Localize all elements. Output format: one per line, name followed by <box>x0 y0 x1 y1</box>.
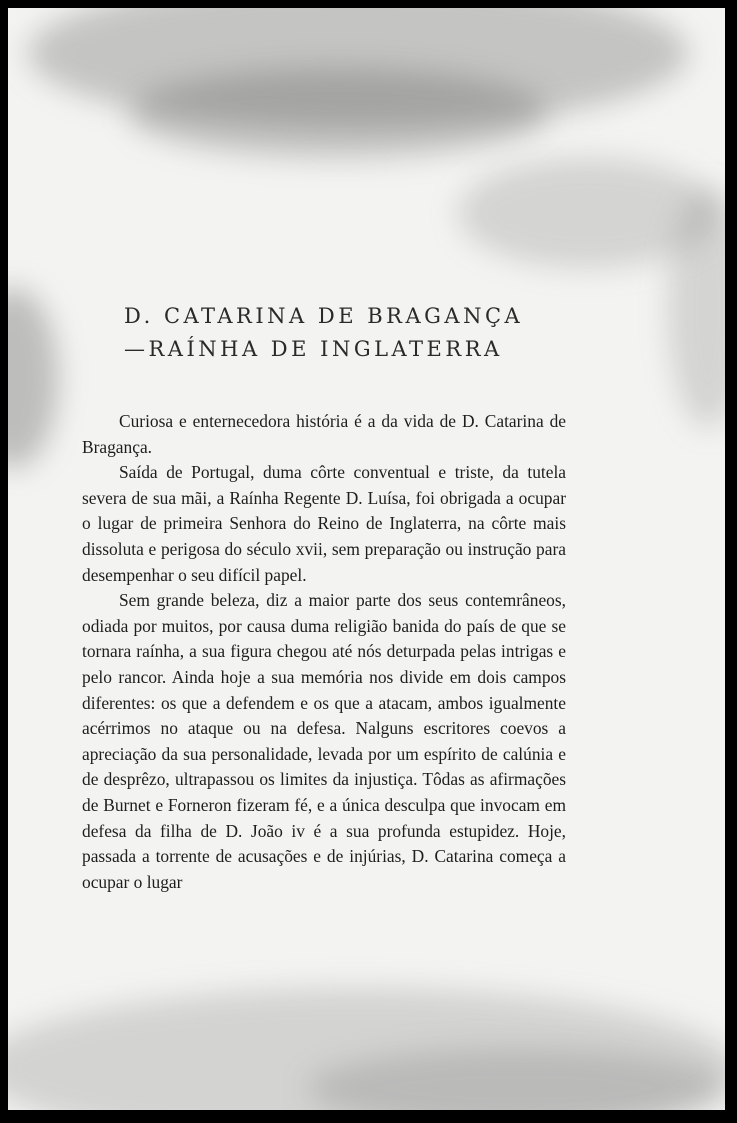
water-stain-bottom <box>8 988 725 1110</box>
water-stain-top <box>28 8 688 128</box>
chapter-title-line-1: D. CATARINA DE BRAGANÇA <box>124 304 524 328</box>
paragraph-1: Curiosa e enternecedora história é a da vida de D. Catarina de Bragança. <box>82 411 566 457</box>
body-text <box>82 409 566 895</box>
chapter-title-line-2: —RAÍNHA DE INGLATERRA <box>124 337 503 361</box>
water-stain-right <box>458 158 718 268</box>
scanned-page <box>8 8 725 1110</box>
water-stain-right-edge <box>668 188 725 428</box>
paragraph-3: Sem grande beleza, diz a maior parte dos seus contemrâneos, odiada por muitos, por causa duma religião banida do país de que se tornara raínha, a sua figura chegou até nós deturpada pelas intrigas e pelo rancor. Ainda hoje a sua memória nos divide em dois campos diferentes: os que a defendem e os que a atacam, ambos igualmente acérrimos no ataque ou na defesa. Nalguns escritores coevos a apreciação da sua personalidade, levada por um espírito de calúnia e de desprêzo, ultrapassou os limites da injustiça. Tôdas as afirmações de Burnet e Forneron fizeram fé, e a única desculpa que invocam em defesa da filha de D. João iv é a sua profunda estupidez. Hoje, passada a torrente de acusações e de injúrias, D. Catarina começa a ocupar o lugar <box>82 590 566 892</box>
water-stain-bottom-inner <box>308 1048 725 1110</box>
water-stain-left <box>8 288 58 468</box>
paragraph-2: Saída de Portugal, duma côrte conventual e triste, da tutela severa de sua mãi, a Raínha Regente D. Luísa, foi obrigada a ocupar o lugar de primeira Senhora do Reino de Inglaterra, na côrte mais dissoluta e perigosa do século xvii, sem preparação ou instrução para desempenhar o seu difícil papel. <box>82 462 566 585</box>
water-stain-top-inner <box>128 68 548 158</box>
chapter-title <box>124 300 564 366</box>
